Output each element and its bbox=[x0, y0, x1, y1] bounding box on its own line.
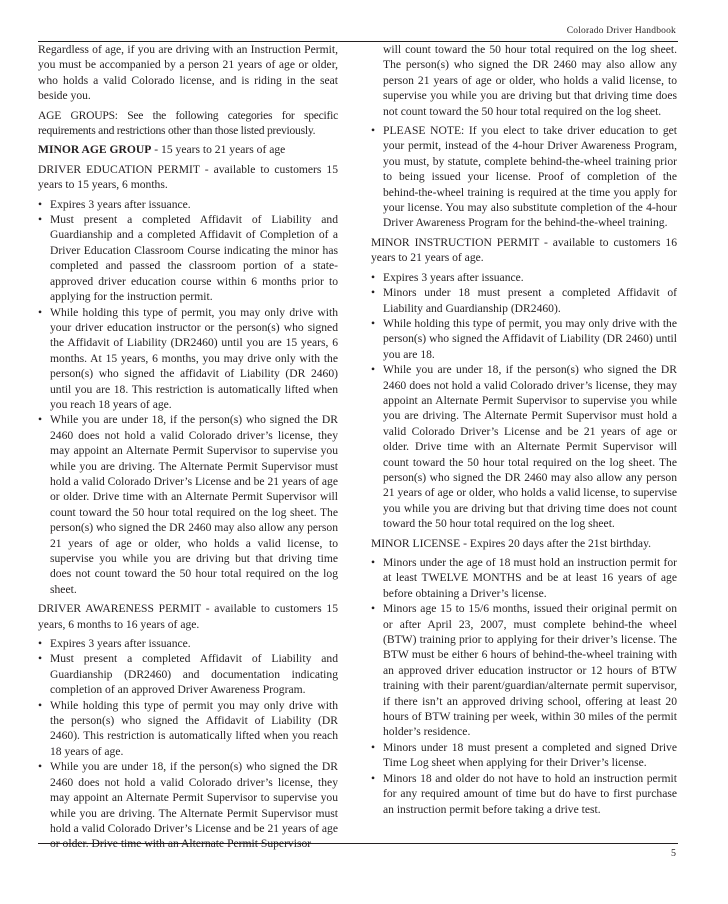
list-item: • PLEASE NOTE: If you elect to take driver education to get your permit, instead of the 4-hour Driver Awareness Program, you must, by statute, complete behind-the-wheel training prior to being issued your license. Proof of completion of the behind-the-wheel training is required at the time you apply for your license. You may also substitute completion of the 4-hour Driver Awareness Program for the behind-the-wheel training. bbox=[371, 123, 677, 231]
intro-paragraph: Regardless of age, if you are driving with an Instruction Permit, you must be accompanied by a person 21 years of age or older, who holds a valid Colorado license, and is riding in the seat beside you. bbox=[38, 43, 338, 103]
continuation-text: will count toward the 50 hour total required on the log sheet. The person(s) who signed the DR 2460 may also allow any person 21 years of age or older, who holds a valid license, to supervise you while you are driving but that driving time does not count toward the 50 hour total required on the log sheet. bbox=[383, 43, 677, 118]
footer-rule bbox=[38, 843, 678, 844]
driver-awareness-permit-heading: DRIVER AWARENESS PERMIT - available to customers 15 years, 6 months to 16 years of age. bbox=[38, 602, 338, 631]
list-item: • While you are under 18, if the person(s) who signed the DR 2460 does not hold a valid Colorado driver’s license, they may appoint an Alternate Permit Supervisor to supervise you while you are driving. The Alternate Permit Supervisor must hold a valid Colorado Driver’s License and be 21 years of age or older. Drive time with an Alternate Permit Supervisor bbox=[38, 759, 338, 851]
driver-education-permit-list bbox=[38, 197, 338, 598]
continuation-block bbox=[371, 42, 677, 119]
minor-instruction-permit-list bbox=[371, 270, 677, 532]
minor-age-group-heading bbox=[38, 142, 338, 157]
running-header: Colorado Driver Handbook bbox=[566, 26, 676, 36]
list-item: • While holding this type of permit you may only drive with the person(s) who signed the Affidavit of Liability (DR 2460). This restriction is automatically lifted when you reach 18 years of age. bbox=[38, 698, 338, 760]
list-item: • Expires 3 years after issuance. bbox=[371, 270, 677, 285]
left-column bbox=[38, 42, 338, 856]
list-item: • Expires 3 years after issuance. bbox=[38, 197, 338, 212]
minor-license-list bbox=[371, 555, 677, 817]
right-column bbox=[371, 42, 677, 821]
list-item: • Must present a completed Affidavit of Liability and Guardianship and a completed Affidavit of Completion of a Driver Education Classroom Course indicating the minor has completed and passed the classroom portion of a state-approved driver education course within 6 months prior to applying for the instruction permit. bbox=[38, 212, 338, 304]
list-item: • Minors under the age of 18 must hold an instruction permit for at least TWELVE MONTHS and be at least 16 years of age before obtaining a Driver’s license. bbox=[371, 555, 677, 601]
minor-age-group-label: MINOR AGE GROUP bbox=[38, 143, 152, 157]
page-number: 5 bbox=[671, 848, 676, 859]
age-groups-paragraph: AGE GROUPS: See the following categories for specific requirements and restrictions other than those listed previously. bbox=[38, 108, 338, 138]
list-item: • Minors under 18 must present a completed and signed Drive Time Log sheet when applying for their Driver’s license. bbox=[371, 740, 677, 771]
list-item: • Minors age 15 to 15/6 months, issued their original permit on or after April 23, 2007, must complete behind-the wheel (BTW) training prior to applying for their driver’s license. The BTW must be either 6 hours of behind-the-wheel training with an approved driver education instructor or 12 hours of BTW training with their parent/guardian/alternate permit supervisor, if there isn’t an approved driving school, offering at least 20 hours of BTW training per week, within 30 miles of the permit holder’s residence. bbox=[371, 601, 677, 740]
driver-awareness-permit-list bbox=[38, 636, 338, 852]
list-item: • While you are under 18, if the person(s) who signed the DR 2460 does not hold a valid Colorado driver’s license, they may appoint an Alternate Permit Supervisor to supervise you while you are driving. The Alternate Permit Supervisor must hold a valid Colorado Driver’s License and be 21 years of age or older. Drive time with an Alternate Permit Supervisor will count toward the 50 hour total required on the log sheet. The person(s) who signed the DR 2460 may also allow any person 21 years of age or older, who holds a valid license, to supervise you while you are driving but that driving time does not count toward the 50 hour total required on the log sheet. bbox=[38, 412, 338, 597]
minor-license-heading: MINOR LICENSE - Expires 20 days after the 21st birthday. bbox=[371, 536, 652, 550]
list-item: • Minors under 18 must present a completed Affidavit of Liability and Guardianship (DR2460). bbox=[371, 285, 677, 316]
please-note-list bbox=[371, 123, 677, 231]
list-item: • Must present a completed Affidavit of Liability and Guardianship (DR2460) and documentation indicating completion of an approved Driver Awareness Program. bbox=[38, 651, 338, 697]
minor-instruction-permit-heading: MINOR INSTRUCTION PERMIT - available to customers 16 years to 21 years of age. bbox=[371, 235, 677, 265]
list-item: • Minors 18 and older do not have to hold an instruction permit for any required amount of time but do have to first purchase an instruction permit before taking a drive test. bbox=[371, 771, 677, 817]
list-item: • Expires 3 years after issuance. bbox=[38, 636, 338, 651]
driver-education-permit-heading: DRIVER EDUCATION PERMIT - available to customers 15 years to 15 years, 6 months. bbox=[38, 162, 338, 192]
list-item: • While holding this type of permit, you may only drive with your driver education instructor or the person(s) who signed the Affidavit of Liability (DR2460) until you are 15 years, 6 months. At 15 years, 6 months, you may drive only with the person(s) who signed the affidavit of Liability (DR 2460) until you are 18. This restriction is automatically lifted when you reach 18 years of age. bbox=[38, 305, 338, 413]
minor-age-group-range: - 15 years to 21 years of age bbox=[151, 143, 286, 157]
list-item: • While you are under 18, if the person(s) who signed the DR 2460 does not hold a valid Colorado driver’s license, they may appoint an Alternate Permit Supervisor to supervise you while you are driving. The Alternate Permit Supervisor must hold a valid Colorado Driver’s License and be 21 years of age or older. Drive time with an Alternate Permit Supervisor will count toward the 50 hour total required on the log sheet. The person(s) who signed the DR 2460 may also allow any person 21 years of age or older, who holds a valid license, to supervise you while you are driving but that driving time does not count toward the 50 hour total required on the log sheet. bbox=[371, 362, 677, 531]
list-item: • While holding this type of permit, you may only drive with the person(s) who signed the Affidavit of Liability (DR 2460) until you are 18. bbox=[371, 316, 677, 362]
